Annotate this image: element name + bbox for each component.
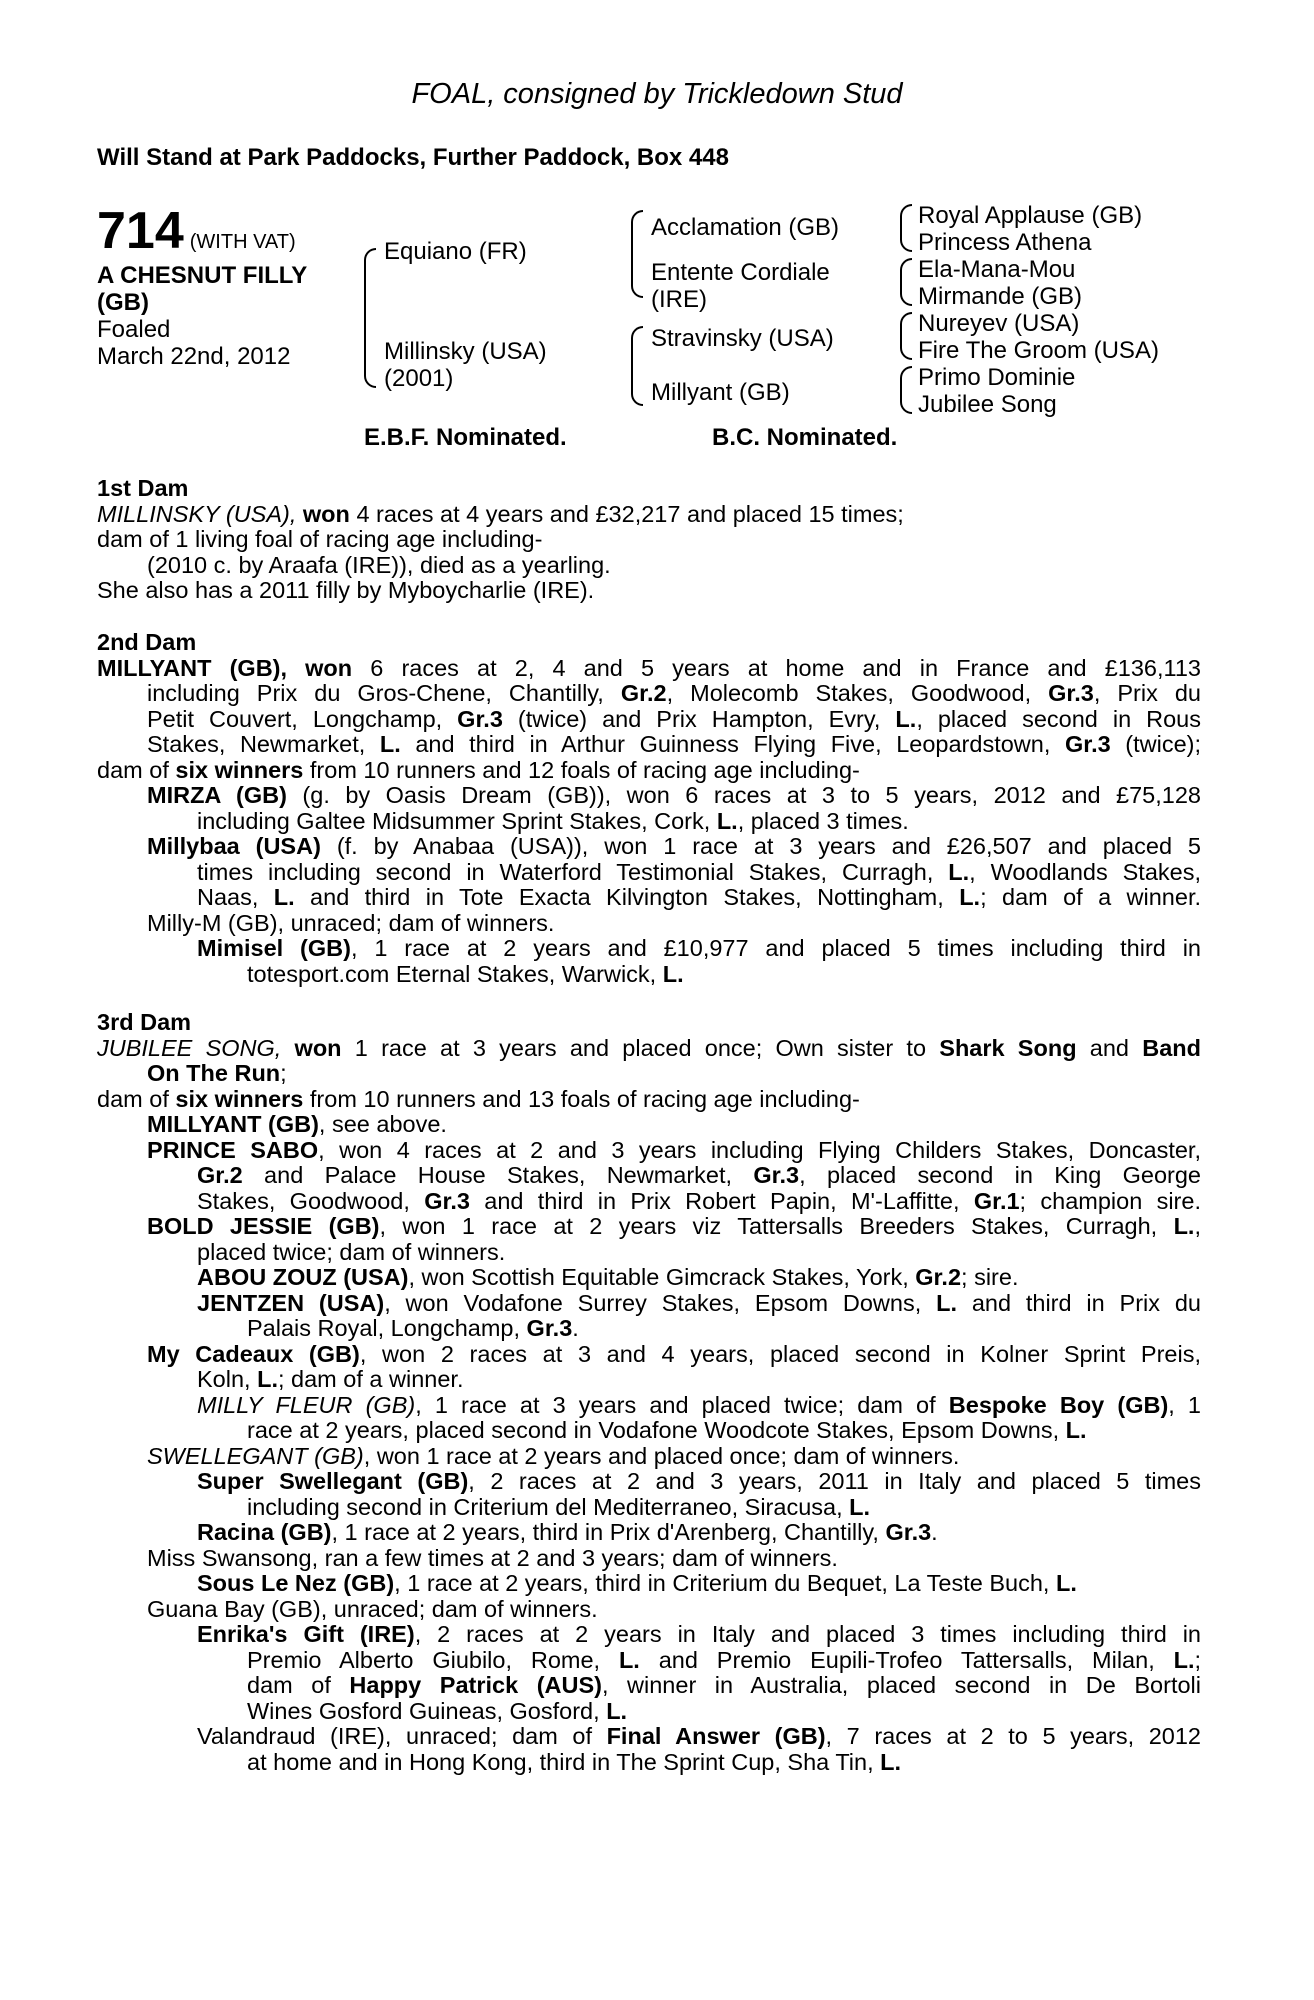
pedigree-line: Miss Swansong, ran a few times at 2 and 3 years; dam of winners.	[147, 1544, 838, 1571]
pedigree-line: Premio Alberto Giubilo, Rome, L. and Premio Eupili-Trofeo Tattersalls, Milan, L.;	[247, 1646, 1202, 1673]
sire-dam-bracket	[364, 248, 376, 388]
pedigree-line: Gr.2 and Palace House Stakes, Newmarket, Gr.3, placed second in King George	[197, 1162, 1201, 1188]
pedigree-line: race at 2 years, placed second in Vodafone Woodcote Stakes, Epsom Downs, L.	[247, 1417, 1087, 1443]
pedigree-line: totesport.com Eternal Stakes, Warwick, L.	[247, 960, 684, 987]
lot-info	[97, 262, 367, 370]
g-bracket-2	[900, 258, 912, 306]
sire-sire: Acclamation (GB)	[651, 214, 840, 241]
bc-nominated: B.C. Nominated.	[712, 424, 898, 451]
pedigree-line: MILLYANT (GB), won 6 races at 2, 4 and 5 years at home and in France and £136,113	[97, 654, 1201, 681]
grandsire-8: Jubilee Song	[918, 391, 1057, 418]
pedigree-line: Valandraud (IRE), unraced; dam of Final Answer (GB), 7 races at 2 to 5 years, 2012	[197, 1723, 1201, 1749]
dam-sire: Stravinsky (USA)	[651, 325, 834, 352]
pedigree-line: Palais Royal, Longchamp, Gr.3.	[247, 1315, 579, 1341]
first-dam-line: dam of 1 living foal of racing age including-	[97, 526, 543, 552]
sire-parents-bracket	[631, 210, 643, 298]
pedigree-line: On The Run;	[147, 1060, 287, 1086]
third-dam-heading: 3rd Dam	[97, 1009, 192, 1035]
dam-dam-name: Millyant (GB)	[651, 379, 790, 406]
pedigree-line: Mimisel (GB), 1 race at 2 years and £10,977 and placed 5 times including third in	[197, 935, 1201, 961]
pedigree-line: including Prix du Gros-Chene, Chantilly, Gr.2, Molecomb Stakes, Goodwood, Gr.3, Prix du	[147, 680, 1201, 706]
dam-year: (2001)	[384, 365, 454, 392]
pedigree-line: Wines Gosford Guineas, Gosford, L.	[247, 1697, 628, 1724]
dam: Millinsky (USA)	[384, 338, 547, 365]
grandsire-5: Nureyev (USA)	[918, 310, 1080, 337]
pedigree-line: placed twice; dam of winners.	[197, 1238, 506, 1265]
pedigree-line: Millybaa (USA) (f. by Anabaa (USA)), won 1 race at 3 years and £26,507 and placed 5	[147, 833, 1201, 859]
pedigree-line: Super Swellegant (GB), 2 races at 2 and 3 years, 2011 in Italy and placed 5 times	[197, 1468, 1201, 1494]
g-bracket-1	[900, 204, 912, 252]
pedigree-line: Enrika's Gift (IRE), 2 races at 2 years in Italy and placed 3 times including third in	[197, 1621, 1201, 1647]
grandsire-7: Primo Dominie	[918, 364, 1076, 391]
first-dam-line: MILLINSKY (USA), won 4 races at 4 years and £32,217 and placed 15 times;	[97, 500, 904, 527]
pedigree-line: including Galtee Midsummer Sprint Stakes, Cork, L., placed 3 times.	[197, 807, 909, 834]
foaled-date: March 22nd, 2012	[97, 343, 291, 370]
first-dam-line: (2010 c. by Araafa (IRE)), died as a yearling.	[147, 551, 611, 578]
pedigree-line: dam of six winners from 10 runners and 12 foals of racing age including-	[97, 756, 860, 783]
first-dam-heading: 1st Dam	[97, 475, 189, 501]
pedigree-line: JENTZEN (USA), won Vodafone Surrey Stakes, Epsom Downs, L. and third in Prix du	[197, 1289, 1201, 1316]
pedigree-line: Naas, L. and third in Tote Exacta Kilvington Stakes, Nottingham, L.; dam of a winner.	[197, 884, 1201, 910]
dam-parents-bracket	[631, 326, 643, 406]
pedigree-line: BOLD JESSIE (GB), won 1 race at 2 years viz Tattersalls Breeders Stakes, Curragh, L.,	[147, 1213, 1201, 1239]
lot-number-block	[97, 202, 296, 260]
foaled-label: Foaled	[97, 316, 171, 343]
third-dam-section	[97, 1010, 1201, 1775]
pedigree-line: dam of Happy Patrick (AUS), winner in Australia, placed second in De Bortoli	[247, 1672, 1201, 1698]
second-dam-heading: 2nd Dam	[97, 629, 197, 655]
vat-label: (WITH VAT)	[189, 231, 296, 253]
sire-dam: Entente Cordiale	[651, 259, 830, 286]
pedigree-line: Milly-M (GB), unraced; dam of winners.	[147, 909, 555, 936]
grandsire-1: Royal Applause (GB)	[918, 202, 1143, 229]
sire: Equiano (FR)	[384, 238, 527, 265]
pedigree-line: Stakes, Newmarket, L. and third in Arthur Guinness Flying Five, Leopardstown, Gr.3 (twice);	[147, 731, 1201, 757]
pedigree-line: dam of six winners from 10 runners and 13 foals of racing age including-	[97, 1085, 860, 1112]
pedigree-line: Sous Le Nez (GB), 1 race at 2 years, third in Criterium du Bequet, La Teste Buch, L.	[197, 1570, 1077, 1596]
pedigree-line: Stakes, Goodwood, Gr.3 and third in Prix Robert Papin, M'-Laffitte, Gr.1; champion sire.	[197, 1187, 1201, 1214]
pedigree-line: MILLY FLEUR (GB), 1 race at 3 years and placed twice; dam of Bespoke Boy (GB), 1	[197, 1391, 1201, 1418]
pedigree-line: Guana Bay (GB), unraced; dam of winners.	[147, 1595, 598, 1622]
pedigree-line: Petit Couvert, Longchamp, Gr.3 (twice) and Prix Hampton, Evry, L., placed second in Rous	[147, 705, 1202, 732]
g-bracket-4	[900, 366, 912, 414]
grandsire-6: Fire The Groom (USA)	[918, 337, 1159, 364]
ebf-nominated: E.B.F. Nominated.	[364, 424, 567, 451]
pedigree-line: JUBILEE SONG, won 1 race at 3 years and placed once; Own sister to Shark Song and Band	[97, 1034, 1201, 1061]
pedigree-line: My Cadeaux (GB), won 2 races at 3 and 4 years, placed second in Kolner Sprint Preis,	[147, 1340, 1201, 1367]
pedigree-line: PRINCE SABO, won 4 races at 2 and 3 years including Flying Childers Stakes, Doncaster,	[147, 1136, 1201, 1163]
second-dam-section	[97, 630, 1201, 987]
first-dam-line: She also has a 2011 filly by Myboycharlie (IRE).	[97, 577, 595, 603]
grandsire-4: Mirmande (GB)	[918, 283, 1083, 310]
pedigree-line: Koln, L.; dam of a winner.	[197, 1366, 464, 1392]
lot-name: A CHESNUT FILLY	[97, 262, 308, 289]
pedigree-line: MILLYANT (GB), see above.	[147, 1111, 447, 1137]
pedigree-line: Racina (GB), 1 race at 2 years, third in Prix d'Arenberg, Chantilly, Gr.3.	[197, 1519, 938, 1545]
grandsire-2: Princess Athena	[918, 229, 1092, 256]
stand-location: Will Stand at Park Paddocks, Further Paddock, Box 448	[97, 144, 729, 171]
lot-number: 714	[97, 202, 184, 260]
pedigree-line: MIRZA (GB) (g. by Oasis Dream (GB)), won 6 races at 3 to 5 years, 2012 and £75,128	[147, 782, 1201, 808]
page-title: FOAL, consigned by Trickledown Stud	[411, 78, 903, 110]
lot-name-suffix: (GB)	[97, 289, 149, 316]
g-bracket-3	[900, 312, 912, 360]
pedigree-line: at home and in Hong Kong, third in The Sprint Cup, Sha Tin, L.	[247, 1748, 902, 1775]
sire-dam-suffix: (IRE)	[651, 286, 707, 313]
first-dam-section	[97, 476, 1201, 604]
pedigree-line: SWELLEGANT (GB), won 1 race at 2 years and placed once; dam of winners.	[147, 1442, 960, 1469]
grandsire-3: Ela-Mana-Mou	[918, 256, 1076, 283]
pedigree-line: including second in Criterium del Mediterraneo, Siracusa, L.	[247, 1493, 871, 1520]
pedigree-line: times including second in Waterford Testimonial Stakes, Curragh, L., Woodlands Stakes,	[197, 858, 1201, 885]
pedigree-line: ABOU ZOUZ (USA), won Scottish Equitable Gimcrack Stakes, York, Gr.2; sire.	[197, 1264, 1019, 1290]
